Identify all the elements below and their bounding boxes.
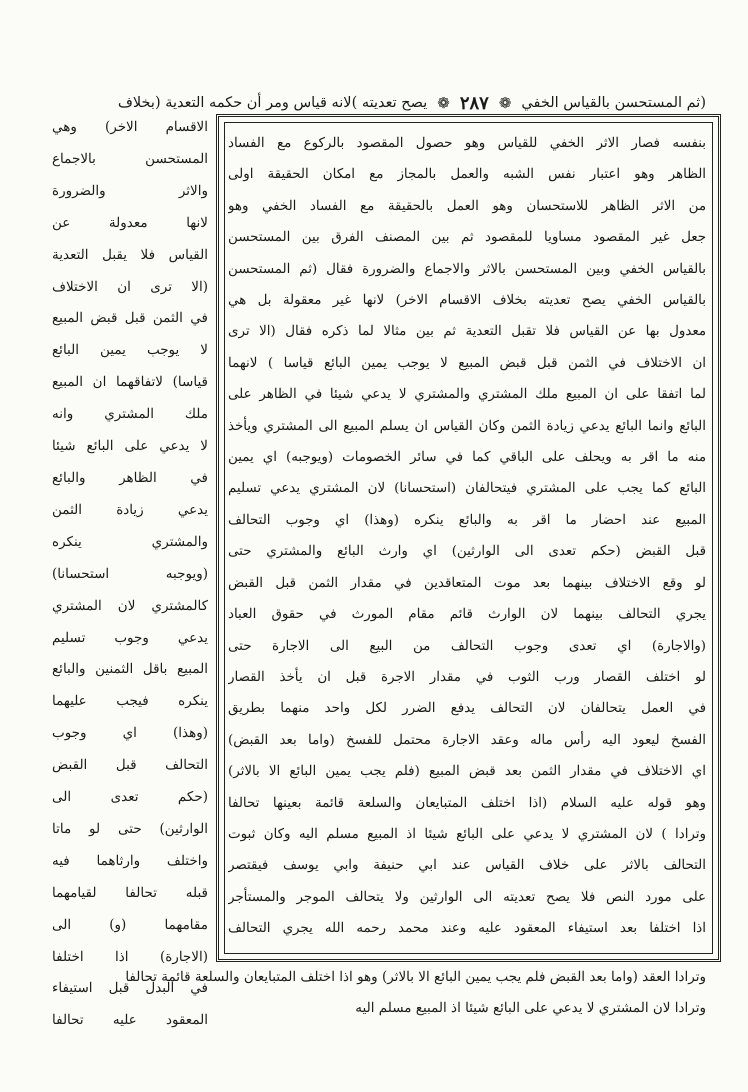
margin-text-line: لا يوجب يمين البائع (52, 342, 208, 359)
margin-text-line: الوارثين) حتى لو ماتا (52, 820, 208, 837)
ornament-left-icon: ❁ (437, 94, 450, 112)
main-text-line: يجري التحالف بينهما لان الوارث قائم مقام المورث في حقوق العباد (228, 607, 706, 623)
margin-text-line: (حكم تعدى الى (52, 789, 208, 806)
margin-text-line: قبله تحالفا لقيامهما (52, 884, 208, 901)
margin-text-line: (وهذا) اي وجوب (52, 725, 208, 742)
main-text-line: وهو قوله عليه السلام (اذا اختلف المتبايعان والسلعة قائمة بعينها تحالفا (228, 795, 706, 811)
main-text-line: منه ما اقر به ويحلف على الباقي كما في سائر الخصومات (ويوجبه) اي يمين (228, 450, 706, 466)
margin-gloss-text (52, 112, 208, 1037)
header-right-text: (ثم المستحسن بالقياس الخفي (521, 95, 706, 111)
footer-text-line: وترادا العقد (واما بعد القبض فلم يجب يمين البائع الا بالاثر) وهو اذا اختلف المتبايعان والسلعة قائمة تحالفا (125, 969, 706, 985)
footer-text-line: وترادا لان المشتري لا يدعي على البائع شيئا اذ المبيع مسلم اليه (355, 1000, 706, 1016)
main-text-line: وترادا ) لان المشتري لا يدعي على البائع شيئا اذ المبيع مسلم اليه وكان ثبوت (228, 826, 706, 842)
main-text-line: في العمل يتحالفان لان التحالف يدفع الضرر لكل واحد منهما بطريق (228, 701, 706, 717)
margin-text-line: يدعي وجوب تسليم (52, 629, 208, 646)
main-text-line: بالقياس الخفي وبين المستحسن بالاثر والاجماع والضرورة فقال (ثم المستحسن (228, 261, 706, 277)
header-left-text: يصح تعديته )لانه قياس ومر أن حكمه التعدية (بخلاف (117, 95, 428, 111)
margin-text-line: مقامهما (و) الى (52, 916, 208, 933)
margin-text-line: لا يدعي على البائع شيئا (52, 438, 208, 455)
main-text-line: بنفسه فصار الاثر الخفي للقياس وهو حصول المقصود بالركوع مع الفساد (228, 136, 706, 151)
margin-text-line: يدعي زيادة الثمن (52, 501, 208, 518)
margin-text-line: المبيع باقل الثمنين والبائع (52, 661, 208, 678)
margin-text-line: واختلف وارثاهما فيه (52, 852, 208, 869)
margin-text-line: القياس فلا يقبل التعدية (52, 246, 208, 263)
main-text-line: لو وقع الاختلاف بينهما بعد موت المتعاقدين في مقدار الثمن قبل القبض (228, 575, 706, 591)
main-text-line: لما اتفقا على ان المبيع ملك المشتري والمشتري لا يدعي شيئا في الظاهر على (228, 387, 706, 403)
main-text-line: جعل غير المقصود مساويا للمقصود ثم بين المصنف الفرق بين المستحسن (228, 230, 706, 246)
margin-text-line: ينكره فيجب عليهما (52, 693, 208, 710)
main-text-line: قبل القبض (حكم تعدى الى الوارثين) اي وارث البائع والمشتري حتى (228, 544, 706, 560)
main-text-line: الفسخ ليعود اليه رأس ماله وعقد الاجارة محتمل للفسخ (واما بعد القبض) (228, 732, 706, 748)
margin-text-line: والمشتري ينكره (52, 533, 208, 550)
margin-text-line: كالمشتري لان المشتري (52, 597, 208, 614)
margin-text-line: لانها معدولة عن (52, 214, 208, 231)
margin-text-line: المستحسن بالاجماع (52, 150, 208, 167)
main-text-line: من الاثر الظاهر للاستحسان وهو العمل بالحقيقة مع الفساد الخفي وهو (228, 198, 706, 214)
margin-text-line: في الظاهر والبائع (52, 469, 208, 486)
margin-text-line: قياسا) لاتفاقهما ان المبيع (52, 374, 208, 391)
margin-text-line: في البدل قبل استيفاء (52, 980, 208, 997)
main-text-line: (والاجارة) اي تعدى وجوب التحالف من البيع الى الاجارة حتى (228, 638, 706, 654)
margin-text-line: الاقسام الاخر) وهي (52, 119, 208, 135)
margin-text-line: (الاجارة) اذا اختلفا (52, 948, 208, 965)
margin-text-line: والاثر والضرورة (52, 182, 208, 199)
main-text-line: الظاهر وهو اعتبار نفس الشبه والعمل بالمجاز مع امكان الحقيقة اولى (228, 167, 706, 183)
margin-text-line: (ويوجبه استحسانا) (52, 565, 208, 582)
main-text-line: ان الاختلاف في الثمن قبل قبض المبيع لا يوجب يمين البائع قياسا ) لانهما (228, 355, 706, 371)
main-text-line: المبيع عند احضار ما اقر به والبائع ينكره (وهذا) اي وجوب التحالف (228, 512, 706, 528)
main-text-line: بالقياس الخفي يصح تعديته بخلاف الاقسام الاخر) لانها غير معقولة بل هي (228, 293, 706, 309)
main-text-line: على مورد النص فلا يصح تعديته الى الوارثين ولا يتحالف الموجر والمستأجر (228, 889, 706, 905)
main-text-line: التحالف بالاثر على خلاف القياس عند ابي حنيفة وابي يوسف فيقتصر (228, 858, 706, 874)
margin-text-line: في الثمن قبل قبض المبيع (52, 310, 208, 327)
main-text-line: اذا اختلفا بعد استيفاء المعقود عليه وعند محمد رحمه الله يجري التحالف (228, 921, 706, 937)
page-number: ٢٨٧ (459, 92, 489, 114)
main-text-line: معدول بها عن القياس فلا تقبل التعدية ثم بين مثالا لما ذكره فقال (الا ترى (228, 324, 706, 340)
margin-text-line: التحالف قبل القبض (52, 757, 208, 774)
main-text-line: البائع كما يجب على المشتري فيتحالفان (استحسانا) لان المشتري يدعي تسليم (228, 481, 706, 497)
main-text-line: اي الاختلاف في مقدار الثمن بعد قبض المبيع (فلم يجب يمين البائع الا بالاثر) (228, 764, 706, 780)
main-text-line: لو اختلف القصار ورب الثوب في مقدار الاجرة قبل ان يأخذ القصار (228, 669, 706, 685)
footer-continuation-text (58, 962, 706, 1024)
main-commentary-text (228, 128, 706, 945)
main-text-line: البائع وانما البائع يدعي زيادة الثمن وكان القياس ان يسلم المبيع الى المشتري ويأخذ (228, 418, 706, 434)
ornament-right-icon: ❁ (498, 94, 512, 112)
margin-text-line: (الا ترى ان الاختلاف (52, 278, 208, 295)
margin-text-line: المعقود عليه تحالفا (52, 1012, 208, 1029)
margin-text-line: ملك المشتري وانه (52, 406, 208, 423)
